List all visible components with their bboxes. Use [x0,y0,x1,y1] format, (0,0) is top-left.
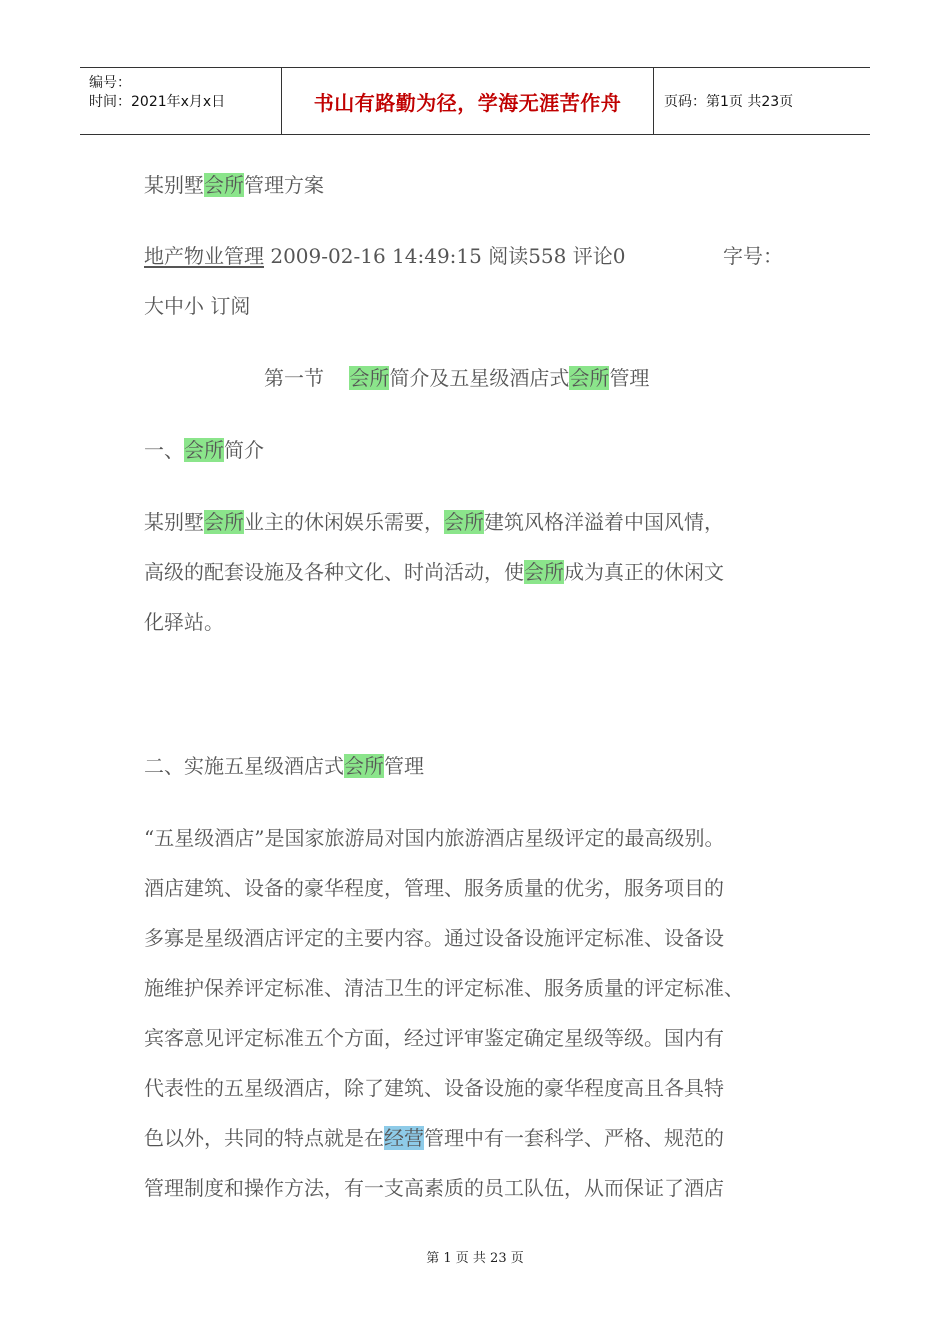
text: 高级的配套设施及各种文化、时尚活动，使 [144,560,524,584]
highlight: 会所 [444,510,484,534]
section-highlight-1: 会所 [349,366,390,390]
paragraph-2-line-1: “五星级酒店”是国家旅游局对国内旅游酒店星级评定的最高级别。 [144,826,725,850]
heading-2-suffix: 管理 [384,754,424,778]
motto: 书山有路勤为径，学海无涯苦作舟 [313,90,622,115]
category-link[interactable]: 地产物业管理 [144,244,264,268]
paragraph-2-line-3: 多寡是星级酒店评定的主要内容。通过设备设施评定标准、设备设 [144,926,724,950]
heading-2 [144,753,424,779]
heading-2-prefix: 二、实施五星级酒店式 [144,754,344,778]
text: 成为真正的休闲文 [564,560,724,584]
header-motto-cell [282,68,654,134]
section-number: 第一节 [264,366,350,390]
doc-title [144,172,324,198]
meta-info: 2009-02-16 14:49:15 阅读558 评论0 [264,244,626,268]
highlight: 会所 [204,510,244,534]
meta-line [144,243,784,269]
text: 业主的休闲娱乐需要， [244,510,444,534]
text: 某别墅 [144,510,204,534]
header-page-cell [654,68,870,134]
heading-1-prefix: 一、 [144,438,184,462]
header-table [80,67,870,135]
section-text-suffix: 管理 [609,366,650,390]
number-label: 编号： [89,75,131,91]
text: 建筑风格洋溢着中国风情， [484,510,724,534]
title-text: 某别墅 [144,173,204,197]
paragraph-2-line-4: 施维护保养评定标准、清洁卫生的评定标准、服务质量的评定标准、 [144,976,744,1000]
paragraph-1-line-1 [144,509,724,535]
page-info: 页码：第1页 共23页 [664,94,794,110]
section-highlight-2: 会所 [569,366,610,390]
text: 色以外，共同的特点就是在 [144,1126,384,1150]
paragraph-2-line-6: 代表性的五星级酒店，除了建筑、设备设施的豪华程度高且各具特 [144,1076,724,1100]
highlight: 经营 [384,1126,424,1150]
paragraph-2-line-7 [144,1125,724,1151]
heading-2-highlight: 会所 [344,754,384,778]
title-text-suffix: 管理方案 [244,173,324,197]
heading-1-highlight: 会所 [184,438,224,462]
section-text: 简介及五星级酒店式 [389,366,570,390]
section-heading [264,365,649,391]
paragraph-2-line-5: 宾客意见评定标准五个方面，经过评审鉴定确定星级等级。国内有 [144,1026,724,1050]
paragraph-2-line-2: 酒店建筑、设备的豪华程度，管理、服务质量的优劣，服务项目的 [144,876,724,900]
paragraph-1-line-3: 化驿站。 [144,610,224,634]
page-footer: 第 1 页 共 23 页 [426,1251,524,1266]
font-size-label: 字号： [723,244,783,268]
paragraph-1-line-2 [144,559,724,585]
time-label: 时间：2021年x月x日 [89,94,226,110]
text: 管理中有一套科学、严格、规范的 [424,1126,724,1150]
heading-1 [144,437,264,463]
meta-line-2[interactable]: 大中小 订阅 [144,294,251,318]
heading-1-suffix: 简介 [224,438,264,462]
paragraph-2-line-8: 管理制度和操作方法，有一支高素质的员工队伍，从而保证了酒店 [144,1176,724,1200]
title-highlight: 会所 [204,173,244,197]
highlight: 会所 [524,560,564,584]
header-left-cell [80,68,282,134]
